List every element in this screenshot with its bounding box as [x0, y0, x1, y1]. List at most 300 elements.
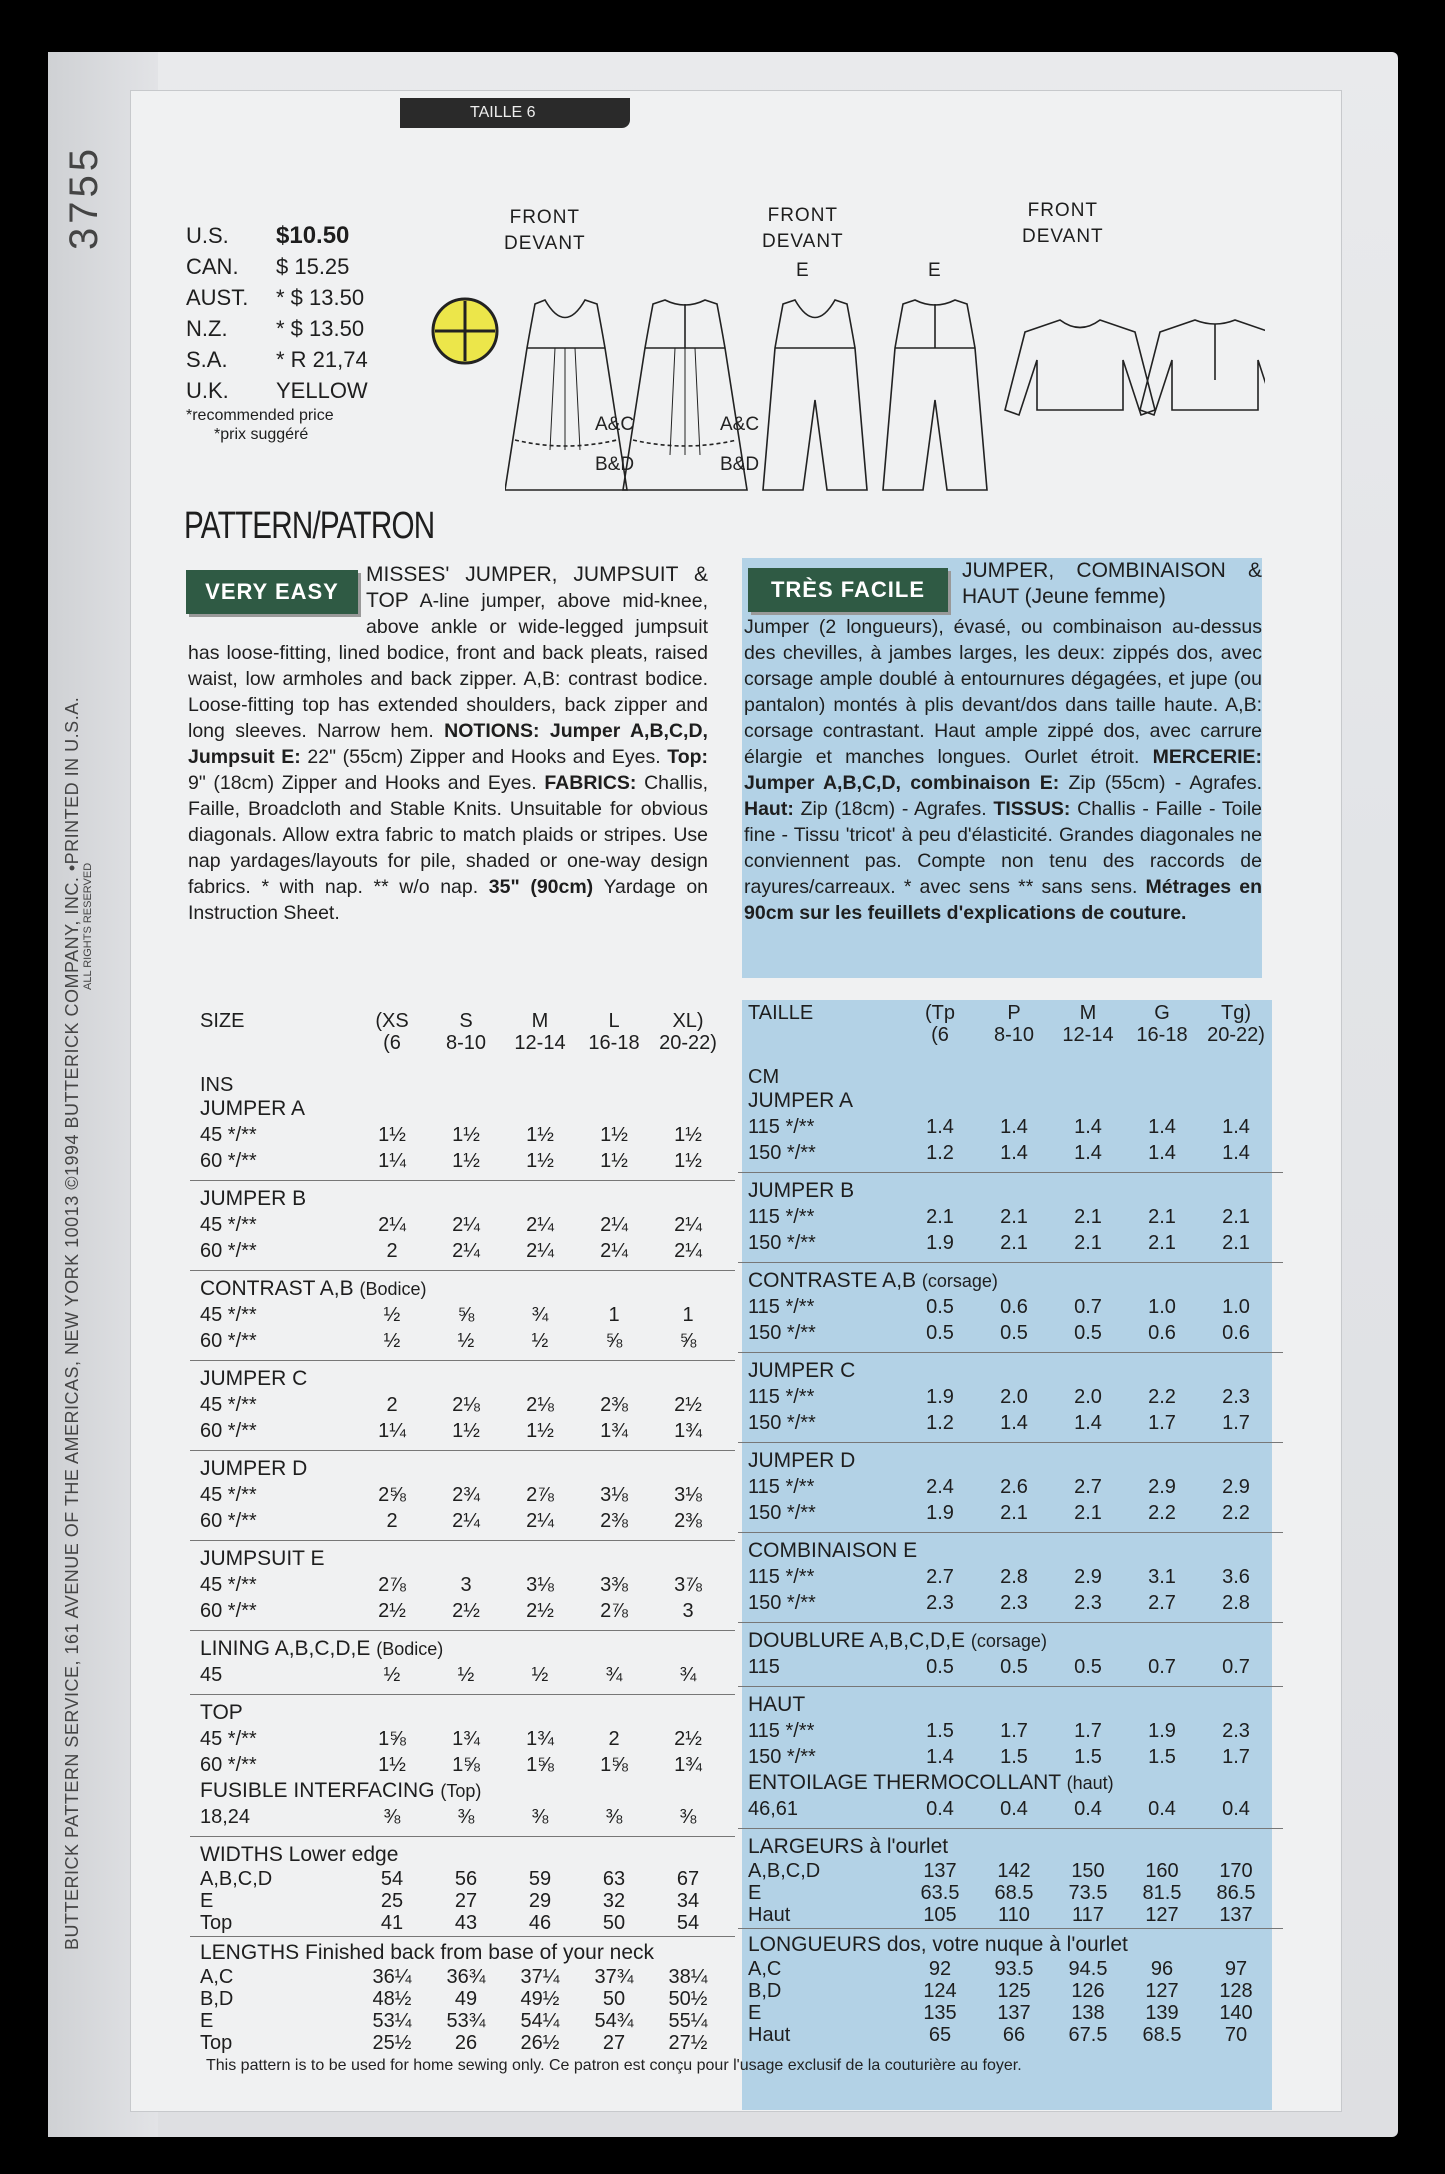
yardage-value: 2¼: [600, 1240, 628, 1262]
lengths-value: 27: [602, 2032, 626, 2054]
size-range: (6: [931, 1024, 949, 1046]
group-title: JUMPER C: [748, 1359, 856, 1382]
widths-value: 34: [676, 1890, 700, 1912]
yardage-value: 0.7: [1222, 1656, 1250, 1678]
yardage-value: 1½: [378, 1754, 406, 1776]
yardage-group: [748, 1628, 1273, 1680]
notions-label: NOTIONS: Jumper A,B,C,D, Jumpsuit E:: [188, 720, 708, 768]
yardage-value: 1.4: [1222, 1142, 1250, 1164]
yardage-row: [200, 1212, 725, 1238]
widths-row: [748, 1860, 1273, 1882]
lengths-label: E: [748, 2002, 762, 2024]
lengths-row: [200, 2032, 725, 2054]
sketch-label-ac: A&C: [720, 414, 760, 435]
yardage-value: 0.5: [926, 1322, 954, 1344]
fabric-width: 60 */**: [200, 1754, 257, 1776]
group-title: JUMPER D: [200, 1457, 308, 1480]
price-country: U.K.: [186, 377, 229, 403]
garment-sketches: [505, 280, 1265, 500]
lengths-value: 67.5: [1068, 2024, 1108, 2046]
lengths-row: [200, 1966, 725, 1988]
yardage-value: 3⅛: [600, 1484, 628, 1506]
lengths-label: B,D: [200, 1988, 234, 2010]
lengths-value: 92: [928, 1958, 952, 1980]
yardage-value: 1½: [378, 1124, 406, 1146]
widths-value: 50: [602, 1912, 626, 1934]
yardage-value: 1¾: [526, 1728, 554, 1750]
group-title: JUMPER B: [748, 1179, 855, 1202]
lengths-row: [200, 1988, 725, 2010]
description-fr-title: JUMPER, COMBINAISON & HAUT (Jeune femme): [962, 559, 1262, 608]
widths-value: 63.5: [920, 1882, 960, 1904]
widths-value: 54: [380, 1868, 404, 1890]
yardage-group: [748, 1358, 1273, 1436]
fabric-width: 115 */**: [748, 1386, 815, 1408]
yardage-value: 2½: [452, 1600, 480, 1622]
widths-value: 137: [923, 1860, 957, 1882]
lengths-value: 135: [923, 2002, 957, 2024]
lengths-value: 126: [1071, 1980, 1105, 2002]
yardage-value: 0.4: [1000, 1798, 1028, 1820]
yardage-value: 1½: [526, 1124, 554, 1146]
widths-value: 81.5: [1142, 1882, 1182, 1904]
lengths-value: 128: [1219, 1980, 1253, 2002]
rights-line: ALL RIGHTS RESERVED: [82, 862, 94, 990]
fabric-width: 45 */**: [200, 1484, 257, 1506]
lengths-value: 50: [602, 1988, 626, 2010]
lengths-value: 26: [454, 2032, 478, 2054]
lengths-value: 26½: [520, 2032, 560, 2054]
widths-value: 32: [602, 1890, 626, 1912]
yardage-value: 2.3: [1222, 1386, 1250, 1408]
lengths-value: 68.5: [1142, 2024, 1182, 2046]
price-value: * $ 13.50: [276, 315, 365, 341]
yardage-value: 0.5: [926, 1656, 954, 1678]
lengths-block: [200, 1940, 725, 2054]
lengths-value: 49½: [520, 1988, 560, 2010]
fabric-width: 150 */**: [748, 1746, 816, 1768]
yardage-value: 2.1: [1000, 1206, 1028, 1228]
yardage-value: 1½: [526, 1420, 554, 1442]
widths-block: [200, 1842, 725, 1934]
yardage-row: [200, 1238, 725, 1264]
yardage-row: [200, 1726, 725, 1752]
top-text: 9" (18cm) Zipper and Hooks and Eyes.: [188, 772, 545, 794]
yardage-value: ½: [457, 1330, 475, 1352]
widths-value: 56: [454, 1868, 478, 1890]
lengths-value: 124: [923, 1980, 957, 2002]
lengths-label: A,C: [200, 1966, 234, 1988]
price-row: [186, 251, 456, 282]
fabric-width: 60 */**: [200, 1150, 257, 1172]
pattern-title: PATTERN/PATRON: [184, 505, 435, 547]
yardage-value: ⅝: [605, 1330, 623, 1352]
widths-title: WIDTHS Lower edge: [200, 1843, 399, 1866]
yardage-value: 2⅝: [378, 1484, 406, 1506]
yardage-group: [748, 1692, 1273, 1770]
yardage-row: [748, 1796, 1273, 1822]
yardage-value: 0.4: [1074, 1798, 1102, 1820]
yardage-value: 0.6: [1148, 1322, 1176, 1344]
yardage-value: 1.5: [1074, 1746, 1102, 1768]
group-title: ENTOILAGE THERMOCOLLANT (haut): [748, 1771, 1114, 1794]
lengths-value: 54¾: [594, 2010, 634, 2032]
group-title: FUSIBLE INTERFACING (Top): [200, 1779, 482, 1802]
yardage-value: 2⅛: [526, 1394, 554, 1416]
yardage-value: 2.1: [1074, 1206, 1102, 1228]
yardage-row: [200, 1598, 725, 1624]
sketch-label-ac: A&C: [595, 414, 635, 435]
yardage-value: 3⅛: [674, 1484, 702, 1506]
price-country: U.S.: [186, 222, 229, 248]
yardage-row: [200, 1804, 725, 1830]
yardage-group: [748, 1088, 1273, 1166]
yardage-value: 0.7: [1148, 1656, 1176, 1678]
size-range: 20-22): [1207, 1024, 1265, 1046]
yardage-value: 1½: [674, 1124, 702, 1146]
yardage-value: 2¼: [526, 1510, 554, 1532]
row-divider: [190, 1360, 735, 1361]
yardage-value: 2¼: [452, 1510, 480, 1532]
yardage-value: 2¼: [526, 1214, 554, 1236]
yardage-value: 1: [608, 1304, 620, 1326]
price-row: [186, 220, 456, 251]
yardage-value: ¾: [531, 1304, 549, 1326]
yardage-value: 1½: [452, 1420, 480, 1442]
yardage-value: 2¼: [674, 1214, 702, 1236]
size-range: 12-14: [1062, 1024, 1114, 1046]
yardage-value: 2¼: [378, 1214, 406, 1236]
yardage-group: [748, 1538, 1273, 1616]
size-range: 12-14: [514, 1032, 566, 1054]
row-divider: [190, 1450, 735, 1451]
yardage-value: 1¾: [674, 1754, 702, 1776]
yardage-value: 2¼: [600, 1214, 628, 1236]
yardage-row: [200, 1752, 725, 1778]
group-subtitle: (haut): [1066, 1773, 1114, 1793]
yardage-value: 0.7: [1074, 1296, 1102, 1318]
row-divider: [738, 1928, 1283, 1929]
group-title: DOUBLURE A,B,C,D,E (corsage): [748, 1629, 1047, 1652]
fabric-width: 115 */**: [748, 1116, 815, 1138]
size-range: 8-10: [445, 1032, 487, 1054]
yardage-value: 3⅛: [526, 1574, 554, 1596]
row-divider: [738, 1686, 1283, 1687]
yardage-value: 2.7: [1148, 1592, 1176, 1614]
widths-label: A,B,C,D: [200, 1868, 273, 1890]
price-value: YELLOW: [276, 377, 368, 403]
lengths-value: 36¼: [372, 1966, 412, 1988]
row-divider: [738, 1442, 1283, 1443]
size-label: SIZE: [200, 1010, 245, 1032]
lengths-value: 55¼: [668, 2010, 708, 2032]
yardage-value: 2.1: [1074, 1232, 1102, 1254]
yardage-group: [200, 1546, 725, 1624]
size-range: 16-18: [588, 1032, 640, 1054]
row-divider: [190, 1540, 735, 1541]
lengths-value: 97: [1224, 1958, 1248, 1980]
lengths-value: 138: [1071, 2002, 1105, 2024]
yardage-value: 2.1: [1148, 1206, 1176, 1228]
yardage-value: 2⅜: [600, 1394, 628, 1416]
unit-label: CM: [748, 1066, 780, 1088]
lengths-value: 36¾: [446, 1966, 486, 1988]
lengths-label: Top: [200, 2032, 233, 2054]
yardage-row: [748, 1564, 1273, 1590]
widths-block: [748, 1834, 1273, 1926]
yardage-value: ⅝: [679, 1330, 697, 1352]
yardage-value: ½: [531, 1664, 549, 1686]
yardage-row: [748, 1384, 1273, 1410]
size-code: L: [608, 1010, 620, 1032]
yardage-group: [200, 1186, 725, 1264]
yardage-value: 1⅝: [526, 1754, 554, 1776]
yardage-row: [748, 1230, 1273, 1256]
fabric-width: 45: [200, 1664, 223, 1686]
widths-value: 117: [1072, 1904, 1104, 1926]
row-divider: [738, 1352, 1283, 1353]
yardage-value: 2.2: [1148, 1386, 1176, 1408]
yardage-value: ⅜: [383, 1806, 401, 1828]
yardage-row: [200, 1302, 725, 1328]
fabric-width: 115 */**: [748, 1720, 815, 1742]
widths-value: 110: [998, 1904, 1030, 1926]
yardage-value: ⅜: [457, 1806, 475, 1828]
fabric-width: 60 */**: [200, 1510, 257, 1532]
notions-text: 22" (55cm) Zipper and Hooks and Eyes.: [300, 746, 668, 768]
yardage-group: [200, 1366, 725, 1444]
yardage-value: 2½: [378, 1600, 406, 1622]
yardage-value: 2.3: [1000, 1592, 1028, 1614]
row-divider: [738, 1262, 1283, 1263]
yardage-value: 2.0: [1000, 1386, 1028, 1408]
footer-note: This pattern is to be used for home sewing only. Ce patron est conçu pour l'usage exclusif de la couturière au foyer.: [206, 2057, 1022, 2074]
price-country: AUST.: [186, 284, 249, 310]
fabric-width: 60 */**: [200, 1600, 257, 1622]
lengths-label: Haut: [748, 2024, 791, 2046]
yardage-value: 2⅛: [452, 1394, 480, 1416]
yardage-value: 1⅝: [600, 1754, 628, 1776]
widths-value: 54: [676, 1912, 700, 1934]
fabric-width: 150 */**: [748, 1502, 816, 1524]
yardage-value: ½: [457, 1664, 475, 1686]
yardage-value: 0.5: [926, 1296, 954, 1318]
widths-value: 160: [1145, 1860, 1179, 1882]
description-en: [188, 562, 708, 926]
yardage-label: 35" (90cm): [488, 876, 594, 898]
price-row: [186, 344, 456, 375]
lengths-value: 93.5: [994, 1958, 1034, 1980]
yardage-value: 1.5: [1148, 1746, 1176, 1768]
lengths-value: 25½: [372, 2032, 412, 2054]
widths-value: 41: [380, 1912, 404, 1934]
yardage-value: 3⅞: [674, 1574, 702, 1596]
row-divider: [738, 1532, 1283, 1533]
group-subtitle: (corsage): [921, 1271, 998, 1291]
very-easy-logo-icon: [430, 296, 500, 366]
yardage-text: Yardage on Instruction Sheet.: [188, 876, 709, 924]
price-value: $ 15.25: [276, 253, 350, 279]
lengths-title: LENGTHS Finished back from base of your neck: [200, 1941, 655, 1964]
lengths-value: 27½: [668, 2032, 708, 2054]
size-range: 20-22): [659, 1032, 717, 1054]
yardage-value: 1½: [600, 1124, 628, 1146]
yardage-row: [748, 1204, 1273, 1230]
widths-row: [748, 1882, 1273, 1904]
lengths-label: A,C: [748, 1958, 782, 1980]
lengths-block: [748, 1932, 1273, 2046]
unit-label: INS: [200, 1074, 234, 1096]
yardage-value: 2.1: [1222, 1206, 1250, 1228]
widths-row: [200, 1912, 725, 1934]
yardage-value: 2½: [674, 1728, 702, 1750]
size-label: TAILLE: [748, 1002, 814, 1024]
price-country: N.Z.: [186, 315, 228, 341]
widths-value: 27: [454, 1890, 478, 1912]
yardage-value: 1½: [452, 1150, 480, 1172]
yardage-value: ½: [531, 1330, 549, 1352]
view-label-e: E: [796, 260, 810, 281]
price-note-fr: *prix suggéré: [214, 426, 309, 443]
yardage-row: [200, 1662, 725, 1688]
group-title: CONTRAST A,B (Bodice): [200, 1277, 427, 1300]
yardage-row: [200, 1122, 725, 1148]
yardage-value: 0.4: [1148, 1798, 1176, 1820]
yardage-value: 1.4: [1148, 1116, 1176, 1138]
group-title: COMBINAISON E: [748, 1539, 918, 1562]
fabric-width: 45 */**: [200, 1728, 257, 1750]
yardage-value: 1.4: [926, 1116, 954, 1138]
yardage-group: [200, 1096, 725, 1174]
lengths-value: 94.5: [1068, 1958, 1108, 1980]
fabric-width: 45 */**: [200, 1124, 257, 1146]
widths-value: 29: [528, 1890, 552, 1912]
yardage-row: [748, 1410, 1273, 1436]
yardage-value: 2⅜: [674, 1510, 702, 1532]
size-code: (XS: [375, 1010, 409, 1032]
yardage-value: 3: [682, 1600, 694, 1622]
yardage-value: 1.7: [1074, 1720, 1102, 1742]
lengths-value: 127: [1145, 1980, 1179, 2002]
price-row: [186, 375, 456, 406]
widths-value: 67: [676, 1868, 700, 1890]
yardage-value: 1½: [674, 1150, 702, 1172]
size-header: [748, 1002, 1273, 1046]
yardage-value: 2¼: [674, 1240, 702, 1262]
yardage-value: 1½: [526, 1150, 554, 1172]
group-title: JUMPSUIT E: [200, 1547, 325, 1570]
fabric-width: 45 */**: [200, 1574, 257, 1596]
widths-label: E: [748, 1882, 762, 1904]
yardage-group: [748, 1178, 1273, 1256]
row-divider: [738, 1172, 1283, 1173]
yardage-group: [200, 1456, 725, 1534]
fabric-width: 18,24: [200, 1806, 251, 1828]
fabric-width: 60 */**: [200, 1240, 257, 1262]
size-range: (6: [383, 1032, 401, 1054]
price-value: * R 21,74: [276, 346, 368, 372]
fabric-width: 150 */**: [748, 1232, 816, 1254]
size-header: [200, 1010, 725, 1054]
yardage-value: ¾: [679, 1664, 697, 1686]
yardage-value: 1⅝: [378, 1728, 406, 1750]
size-code: G: [1154, 1002, 1170, 1024]
lengths-label: E: [200, 2010, 214, 2032]
lengths-value: 137: [997, 2002, 1031, 2024]
yardage-group: [200, 1700, 725, 1778]
yardage-group: [748, 1448, 1273, 1526]
lengths-value: 140: [1219, 2002, 1253, 2024]
group-subtitle: (Bodice): [359, 1279, 427, 1299]
price-row: [186, 313, 456, 344]
yardage-row: [748, 1320, 1273, 1346]
yardage-row: [748, 1744, 1273, 1770]
yardage-value: 2.1: [1000, 1232, 1028, 1254]
yardage-value: 2⅞: [378, 1574, 406, 1596]
widths-row: [748, 1904, 1273, 1926]
yardage-value: 1.4: [1074, 1412, 1102, 1434]
yardage-value: 3: [460, 1574, 472, 1596]
yardage-value: 1.4: [1000, 1412, 1028, 1434]
yardage-value: 2½: [674, 1394, 702, 1416]
metrages-text: Métrages en 90cm sur les feuillets d'explications de couture.: [744, 876, 1263, 924]
group-title: JUMPER C: [200, 1367, 308, 1390]
yardage-value: 2.4: [926, 1476, 954, 1498]
group-title: TOP: [200, 1701, 243, 1724]
group-subtitle: (corsage): [970, 1631, 1047, 1651]
fabric-width: 45 */**: [200, 1394, 257, 1416]
yardage-row: [748, 1140, 1273, 1166]
widths-value: 150: [1071, 1860, 1105, 1882]
fabric-width: 115 */**: [748, 1206, 815, 1228]
size-range: 8-10: [993, 1024, 1035, 1046]
lengths-value: 65: [928, 2024, 952, 2046]
yardage-value: 1.9: [926, 1502, 954, 1524]
lengths-value: 53¼: [372, 2010, 412, 2032]
yardage-value: 1.9: [926, 1386, 954, 1408]
yardage-group: [748, 1268, 1273, 1346]
lengths-value: 53¾: [446, 2010, 486, 2032]
yardage-value: 1.5: [1000, 1746, 1028, 1768]
yardage-value: 2: [386, 1240, 398, 1262]
yardage-value: 2.3: [1074, 1592, 1102, 1614]
yardage-row: [748, 1474, 1273, 1500]
fabric-width: 150 */**: [748, 1592, 816, 1614]
yardage-value: 1.4: [1000, 1142, 1028, 1164]
yardage-value: 1.7: [1222, 1412, 1250, 1434]
yardage-row: [200, 1508, 725, 1534]
description-en-title: MISSES' JUMPER, JUMPSUIT & TOP: [366, 563, 708, 612]
yardage-value: 1¾: [600, 1420, 628, 1442]
lengths-row: [748, 1980, 1273, 2002]
yardage-value: ⅝: [457, 1304, 475, 1326]
widths-value: 142: [997, 1860, 1031, 1882]
price-row: [186, 282, 456, 313]
group-title: HAUT: [748, 1693, 806, 1716]
view-label-front: FRONT DEVANT: [1022, 200, 1104, 247]
price-value: $10.50: [276, 221, 350, 249]
yardage-value: 2.1: [926, 1206, 954, 1228]
lengths-row: [748, 1958, 1273, 1980]
yardage-value: 2¼: [452, 1240, 480, 1262]
group-subtitle: (Top): [440, 1781, 482, 1801]
yardage-value: 2.7: [1074, 1476, 1102, 1498]
sketch-label-bd: B&D: [595, 454, 635, 475]
yardage-row: [200, 1418, 725, 1444]
widths-label: Top: [200, 1912, 233, 1934]
yardage-value: 2.9: [1222, 1476, 1250, 1498]
widths-value: 105: [923, 1904, 957, 1926]
